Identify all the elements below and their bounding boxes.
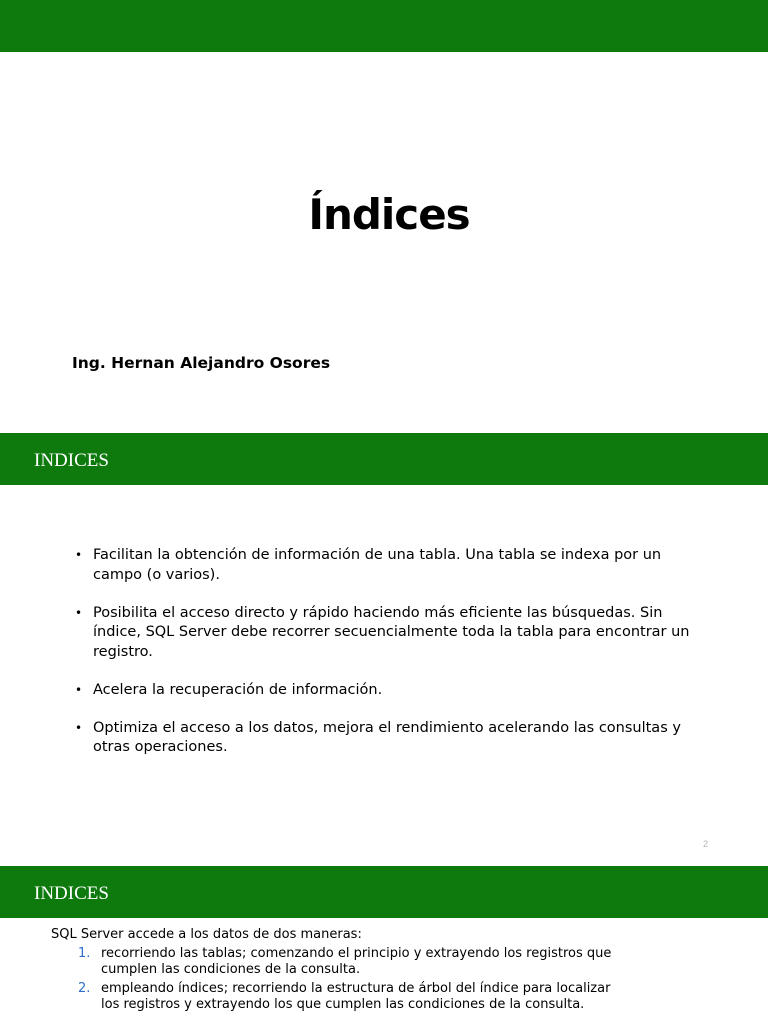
bullet-list — [75, 546, 695, 776]
bullet-text: Posibilita el acceso directo y rápido haciendo más eficiente las búsquedas. Sin índice, SQL Server debe recorrer secuencialmente toda la tabla para encontrar un registro. — [93, 604, 690, 660]
slide-header-bar — [0, 433, 768, 485]
item-number: 1. — [78, 946, 91, 961]
bullet-icon: • — [75, 682, 83, 697]
numbered-list — [78, 946, 618, 1016]
slide-indices-overview — [0, 433, 768, 866]
bullet-icon: • — [75, 548, 83, 562]
page-number: 2 — [703, 839, 709, 849]
bullet-text: Acelera la recuperación de información. — [93, 681, 383, 698]
bullet-text: Facilitan la obtención de información de una tabla. Una tabla se indexa por un campo (o varios). — [93, 547, 662, 583]
author-name: Ing. Hernan Alejandro Osores — [72, 354, 331, 372]
slide-title: Índices — [308, 190, 470, 239]
item-number: 2. — [78, 981, 91, 996]
bullet-text: Optimiza el acceso a los datos, mejora el rendimiento acelerando las consultas y otras operaciones. — [93, 719, 681, 755]
bullet-icon: • — [75, 605, 83, 620]
intro-text: SQL Server accede a los datos de dos maneras: — [51, 927, 362, 942]
bullet-icon: • — [75, 720, 83, 735]
bullet-item — [75, 546, 695, 585]
bullet-item — [75, 604, 695, 663]
bullet-item — [75, 681, 695, 701]
item-text: recorriendo las tablas; comenzando el principio y extrayendo los registros que cumplen las condiciones de la consulta. — [101, 946, 612, 977]
slide-header-title: INDICES — [34, 450, 109, 471]
numbered-item — [78, 981, 618, 1013]
title-slide-header-bar — [0, 0, 768, 52]
slide-indices-access — [0, 866, 768, 1024]
slide-header-bar — [0, 866, 768, 918]
title-slide — [0, 0, 768, 433]
slide-header-title: INDICES — [34, 883, 109, 904]
bullet-item — [75, 719, 695, 758]
item-text: empleando índices; recorriendo la estructura de árbol del índice para localizar los registros y extrayendo los que cumplen las condiciones de la consulta. — [101, 981, 611, 1012]
numbered-item — [78, 946, 618, 978]
